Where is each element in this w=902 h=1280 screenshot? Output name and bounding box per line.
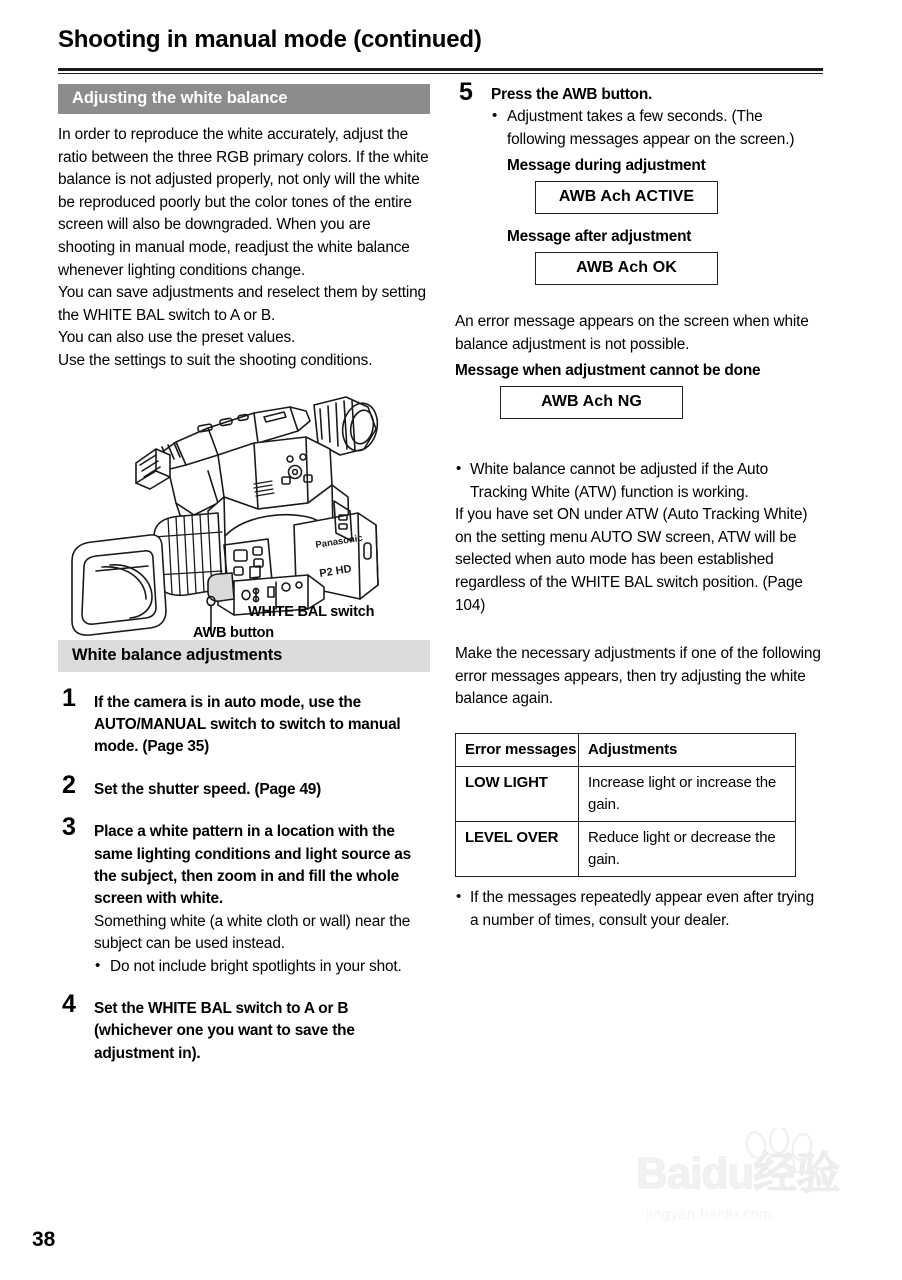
step-3-subtext: Something white (a white cloth or wall) near the subject can be used instead.	[94, 912, 411, 953]
step-2-number: 2	[62, 770, 76, 799]
paw-print-icon	[740, 1128, 818, 1174]
adjustments-paragraph: Make the necessary adjustments if one of the following error messages appears, then try adjusting the white balance again.	[455, 645, 821, 708]
section-bar-white-balance-adjustments: White balance adjustments	[58, 640, 430, 672]
table-cell-adjust-low-light: Increase light or increase the gain.	[579, 767, 796, 822]
step-3	[58, 813, 430, 978]
camcorder-figure-svg	[58, 385, 430, 640]
closing-bullet: • If the messages repeatedly appear even after trying a number of times, consult your dealer.	[455, 887, 825, 932]
camcorder-illustration	[58, 385, 430, 640]
left-column	[58, 84, 430, 1065]
table-header-error-messages: Error messages	[456, 733, 579, 767]
section-bar-adjusting-white-balance: Adjusting the white balance	[58, 84, 430, 114]
step-2-text: Set the shutter speed. (Page 49)	[94, 780, 322, 798]
table-cell-error-low-light: LOW LIGHT	[456, 767, 579, 822]
step-4-number: 4	[62, 990, 76, 1018]
step-3-text: Place a white pattern in a location with the same lighting conditions and light source as the subject, then zoom in and fill the whole screen with white.	[94, 823, 412, 908]
intro-paragraph: In order to reproduce the white accurately, adjust the ratio between the three RGB primary colors. If the white balance is not adjusted properly, not only will the white be reproduced poorly but the color tones of the entire screen will also be downgraded. When you are shooting in manual mode, readjust the white balance whenever lighting conditions change.	[58, 126, 429, 279]
message-box-awb-ng: AWB Ach NG	[500, 386, 683, 419]
header-rule-thick	[58, 68, 823, 71]
step-1	[58, 683, 430, 759]
page-number: 38	[32, 1228, 56, 1251]
header-rule	[58, 68, 823, 74]
label-message-cannot-be-done: Message when adjustment cannot be done	[455, 362, 761, 380]
watermark-text: Baidu经验	[636, 1149, 840, 1198]
format-text: P2 HD	[318, 562, 353, 580]
step-4	[58, 990, 430, 1065]
message-box-awb-ok: AWB Ach OK	[535, 252, 718, 285]
right-column	[455, 78, 825, 932]
brand-text: Panasonic	[314, 532, 364, 551]
atw-paragraph: If you have set ON under ATW (Auto Tracking White) on the setting menu AUTO SW screen, ATW will be selected when auto mode has been established regardless of the WHITE BAL switch position. (Page 104)	[455, 506, 808, 614]
step-5-bullet: • Adjustment takes a few seconds. (The following messages appear on the screen.)	[491, 106, 825, 151]
table-cell-error-level-over: LEVEL OVER	[456, 822, 579, 877]
header-rule-thin	[58, 73, 823, 75]
intro-line-3: You can also use the preset values.	[58, 329, 296, 347]
table-header-row	[456, 733, 796, 767]
table-row	[456, 767, 796, 822]
step-5	[455, 78, 825, 285]
step-4-text: Set the WHITE BAL switch to A or B (whichever one you want to save the adjustment in).	[94, 1000, 355, 1062]
step-3-number: 3	[62, 813, 76, 842]
intro-line-2: You can save adjustments and reselect them by setting the WHITE BAL switch to A or B.	[58, 284, 426, 324]
step-3-bullet: • Do not include bright spotlights in your shot.	[94, 956, 430, 978]
table-header-adjustments: Adjustments	[579, 733, 796, 767]
page-title: Shooting in manual mode (continued)	[58, 26, 482, 53]
step-1-text: If the camera is in auto mode, use the AUTO/MANUAL switch to switch to manual mode. (Page 35)	[94, 693, 401, 756]
table-row	[456, 822, 796, 877]
intro-line-4: Use the settings to suit the shooting conditions.	[58, 351, 373, 369]
label-message-during-adjustment: Message during adjustment	[507, 157, 706, 175]
error-messages-table	[455, 733, 796, 878]
step-5-number: 5	[459, 78, 473, 106]
table-cell-adjust-level-over: Reduce light or decrease the gain.	[579, 822, 796, 877]
step-5-text: Press the AWB button.	[491, 86, 653, 103]
figure-label-white-bal-switch: WHITE BAL switch	[248, 603, 375, 620]
step-2	[58, 770, 430, 801]
message-box-awb-active: AWB Ach ACTIVE	[535, 181, 718, 214]
atw-bullet: • White balance cannot be adjusted if the Auto Tracking White (ATW) function is working.	[455, 459, 825, 504]
error-intro-paragraph: An error message appears on the screen when white balance adjustment is not possible.	[455, 313, 809, 353]
label-message-after-adjustment: Message after adjustment	[507, 228, 692, 246]
watermark-subtext: jingyan.baidu.com	[646, 1206, 773, 1223]
figure-label-awb-button: AWB button	[193, 624, 274, 641]
baidu-watermark	[636, 1128, 876, 1238]
step-1-number: 1	[62, 683, 76, 712]
